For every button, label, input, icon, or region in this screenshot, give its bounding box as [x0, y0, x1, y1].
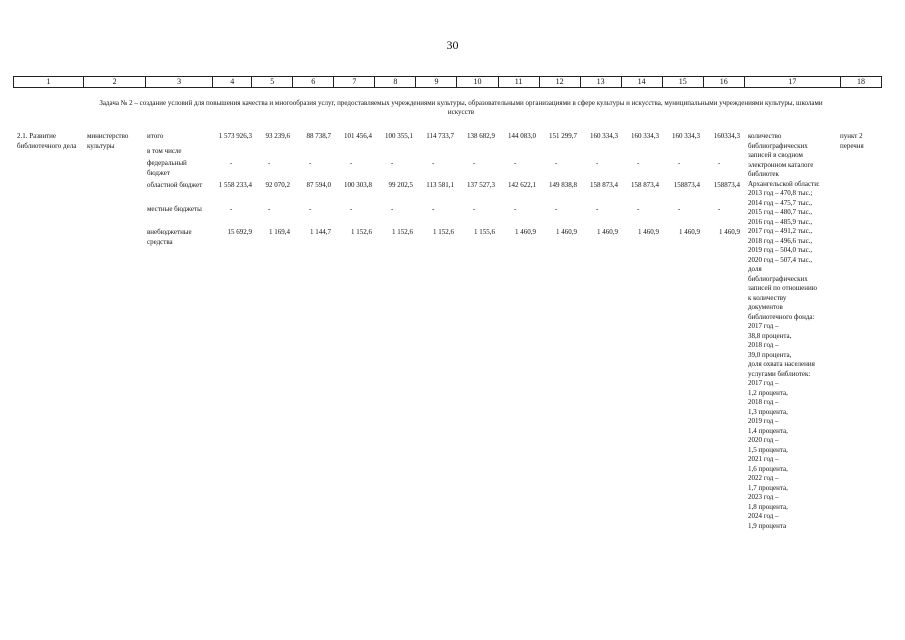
funding-value-cell: 1 155,6: [474, 228, 495, 236]
row-label-extrabudgetary: внебюджетные средства: [147, 228, 192, 246]
funding-value-cell: 92 070,2: [265, 181, 290, 189]
indicator-line: 2017 год –: [748, 322, 779, 330]
funding-value-cell: 1 460,9: [719, 228, 740, 236]
funding-value-cell: 1 152,6: [392, 228, 413, 236]
funding-value-cell: 160 334,3: [631, 132, 659, 140]
column-number: 1: [14, 77, 84, 88]
funding-value-cell: -: [514, 159, 517, 167]
indicator-line: доля охвата населения: [748, 360, 815, 368]
funding-value-cell: -: [473, 159, 476, 167]
funding-value-cell: 93 239,6: [265, 132, 290, 140]
indicator-line: 1,5 процента,: [748, 445, 788, 454]
activity-name: 2.1. Развитие библиотечного дела: [17, 132, 77, 150]
indicator-line: 1,4 процента,: [748, 426, 788, 435]
funding-value-cell: 151 299,7: [549, 132, 577, 140]
indicator-line: 2022 год –: [748, 474, 779, 482]
funding-value-cell: -: [473, 205, 476, 213]
funding-value-cell: -: [309, 205, 312, 213]
row-label-federal: федеральный бюджет: [147, 159, 187, 177]
funding-value-cell: -: [391, 159, 394, 167]
indicator-line: 2021 год –: [748, 455, 779, 463]
funding-value-cell: 160 334,3: [672, 132, 700, 140]
funding-value-cell: -: [230, 159, 233, 167]
funding-value-cell: 1 460,9: [556, 228, 577, 236]
column-number: 6: [293, 77, 334, 88]
column-number: 18: [840, 77, 881, 88]
indicator-line: 2017 год – 491,2 тыс.,: [748, 227, 813, 235]
funding-value-cell: -: [230, 205, 233, 213]
row-label-regional: областной бюджет: [147, 181, 203, 189]
funding-value-cell: 15 692,9: [227, 228, 252, 236]
indicator-line: услугами библиотек:: [748, 369, 811, 378]
funding-value-cell: 142 622,1: [508, 181, 536, 189]
funding-value-cell: 100 355,1: [385, 132, 413, 140]
page-number: 30: [446, 38, 459, 52]
indicator-line: 2016 год – 485,9 тыс.,: [748, 217, 813, 226]
funding-value-cell: -: [596, 159, 599, 167]
indicator-line: 2020 год – 507,4 тыс.,: [748, 255, 813, 264]
indicator-line: библиотечного фонда:: [748, 312, 815, 321]
funding-value-cell: 160334,3: [713, 132, 740, 140]
column-number: 7: [334, 77, 375, 88]
funding-value-cell: 88 738,7: [306, 132, 331, 140]
indicator-line: 2014 год – 475,7 тыс.,: [748, 198, 813, 207]
funding-value-cell: 1 460,9: [679, 228, 700, 236]
indicator-line: доля: [748, 265, 762, 273]
funding-value-cell: -: [555, 159, 558, 167]
funding-value-cell: 1 169,4: [269, 228, 290, 236]
funding-value-cell: 149 838,8: [549, 181, 577, 189]
row-label-total: итого: [147, 132, 164, 140]
funding-value-cell: -: [350, 205, 353, 213]
funding-value-cell: -: [637, 205, 640, 213]
funding-value-cell: 138 682,9: [467, 132, 495, 140]
funding-value-cell: -: [514, 205, 517, 213]
funding-value-cell: -: [596, 205, 599, 213]
indicator-line: 2024 год –: [748, 512, 779, 520]
indicator-line: 2018 год –: [748, 398, 779, 406]
funding-value-cell: 137 527,3: [467, 181, 495, 189]
indicator-line: 2023 год –: [748, 493, 779, 501]
column-number: 14: [621, 77, 662, 88]
funding-value-cell: 158 873,4: [631, 181, 659, 189]
indicator-line: 2020 год –: [748, 436, 779, 444]
column-number: 13: [580, 77, 621, 88]
indicator-line: 2015 год – 480,7 тыс.,: [748, 208, 813, 216]
indicator-line: библиографических: [748, 141, 808, 150]
indicator-line: электронном каталоге: [748, 160, 814, 169]
funding-value-cell: 100 303,8: [344, 181, 372, 189]
indicator-line: библиографических: [748, 274, 808, 283]
funding-value-cell: 1 144,7: [310, 228, 331, 236]
funding-value-cell: -: [718, 205, 721, 213]
funding-value-cell: 114 733,7: [426, 132, 454, 140]
indicator-line: 1,2 процента,: [748, 388, 788, 397]
funding-value-cell: -: [268, 159, 271, 167]
funding-value-cell: 1 152,6: [433, 228, 454, 236]
funding-value-cell: 1 460,9: [638, 228, 659, 236]
funding-value-cell: 158873,4: [673, 181, 700, 189]
funding-value-cell: 1 460,9: [597, 228, 618, 236]
funding-value-cell: 1 558 233,4: [218, 181, 252, 189]
indicator-line: библиотек: [748, 170, 779, 178]
funding-value-cell: -: [718, 159, 721, 167]
indicator-line: 38,8 процента,: [748, 331, 792, 340]
indicator-line: 2013 год – 470,8 тыс.;: [748, 189, 813, 197]
column-number: 17: [744, 77, 840, 88]
column-number: 8: [375, 77, 416, 88]
funding-value-cell: 99 202,5: [388, 181, 413, 189]
funding-value-cell: -: [678, 159, 681, 167]
funding-value-cell: 158873,4: [713, 181, 740, 189]
indicator-line: к количеству: [748, 293, 787, 302]
indicator-line: 2018 год – 496,6 тыс.,: [748, 236, 813, 245]
task-title: Задача № 2 – создание условий для повышения качества и многообразия услуг, предоставляемых учреждениями культуры, образовательными организациями в сфере культуры и искусства, муниципальными учреждениями культуры, школами искусств: [99, 99, 823, 116]
activity-executor: министерство культуры: [87, 132, 129, 150]
indicator-line: 39,0 процента,: [748, 350, 792, 359]
funding-value-cell: 101 456,4: [344, 132, 372, 140]
column-number: 4: [213, 77, 252, 88]
funding-value-cell: -: [309, 159, 312, 167]
indicator-line: записей в сводном: [748, 151, 803, 159]
funding-value-cell: 1 152,6: [351, 228, 372, 236]
column-number: 5: [252, 77, 293, 88]
column-number: 3: [146, 77, 213, 88]
indicator-line: 1,8 процента,: [748, 502, 788, 511]
funding-value-cell: -: [555, 205, 558, 213]
indicator-line: 1,7 процента,: [748, 483, 788, 492]
funding-value-cell: -: [268, 205, 271, 213]
indicator-line: 2018 год –: [748, 341, 779, 349]
reference-note: пункт 2 перечня: [840, 132, 864, 150]
funding-value-cell: -: [391, 205, 394, 213]
indicator-line: 1,3 процента,: [748, 407, 788, 416]
column-number: 16: [703, 77, 744, 88]
column-number: 2: [84, 77, 146, 88]
column-number: 15: [662, 77, 703, 88]
funding-value-cell: 160 334,3: [590, 132, 618, 140]
funding-value-cell: -: [432, 205, 435, 213]
funding-value-cell: -: [678, 205, 681, 213]
indicator-line: количество: [748, 132, 782, 140]
indicator-line: 1,6 процента,: [748, 464, 788, 473]
indicator-line: Архангельской области:: [748, 179, 820, 188]
column-number-header: [13, 76, 882, 88]
funding-value-cell: 1 573 926,3: [218, 132, 252, 140]
funding-value-cell: 87 594,0: [306, 181, 331, 189]
funding-value-cell: 1 460,9: [515, 228, 536, 236]
funding-value-cell: -: [637, 159, 640, 167]
column-number: 12: [539, 77, 580, 88]
column-number: 11: [498, 77, 539, 88]
row-label-local: местные бюджеты: [147, 205, 202, 213]
funding-value-cell: -: [350, 159, 353, 167]
funding-value-cell: 158 873,4: [590, 181, 618, 189]
funding-value-cell: -: [432, 159, 435, 167]
funding-value-cell: 113 581,1: [426, 181, 454, 189]
column-number-row: [14, 77, 882, 88]
indicator-line: 2019 год – 504,0 тыс.,: [748, 246, 813, 254]
row-label-including: в том числе: [147, 147, 182, 155]
column-number: 9: [416, 77, 457, 88]
column-number: 10: [457, 77, 498, 88]
indicator-line: записей по отношению: [748, 284, 817, 292]
funding-value-cell: 144 083,0: [508, 132, 536, 140]
indicator-line: 1,9 процента: [748, 521, 787, 530]
target-indicators: [748, 132, 848, 531]
indicator-line: 2017 год –: [748, 379, 779, 387]
indicator-line: 2019 год –: [748, 417, 779, 425]
indicator-line: документов: [748, 303, 783, 311]
